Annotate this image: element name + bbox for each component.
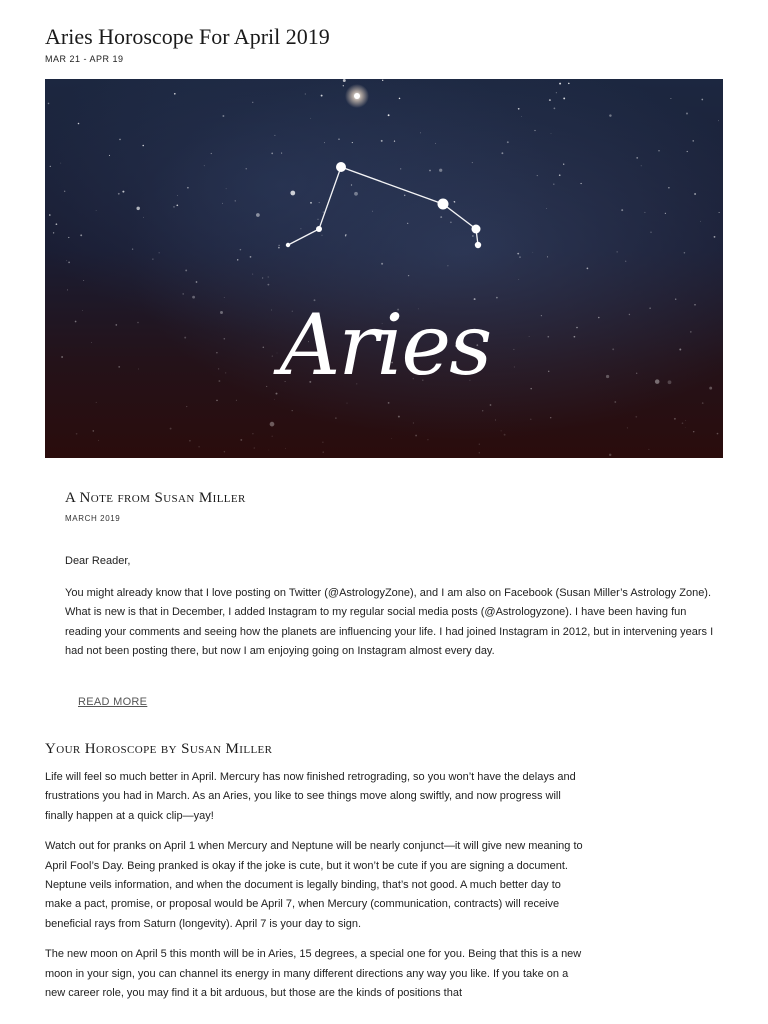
horoscope-title: Your Horoscope by Susan Miller <box>45 741 273 757</box>
note-date: MARCH 2019 <box>65 514 121 523</box>
note-body: You might already know that I love posting on Twitter (@AstrologyZone), and I am also on Facebook (Susan Miller’s Astrology Zone). What is new is that in December, I added Instagram to my regular social media posts (@Astrologyzone). I have been having fun reading your comments and seeing how the planets are influencing your life. I had joined Instagram in 2012, but in intervening years I had not been posting there, but now I am enjoying going on Instagram almost every day. <box>65 587 714 658</box>
note-title: A Note from Susan Miller <box>65 490 246 506</box>
note-greeting: Dear Reader, <box>65 555 131 567</box>
horoscope-body <box>45 768 590 1014</box>
aries-constellation-illustration <box>45 79 723 458</box>
hero-image <box>45 79 723 458</box>
horoscope-paragraph: Watch out for pranks on April 1 when Mercury and Neptune will be nearly conjunct—it will give new meaning to April Fool’s Day. Being pranked is okay if the joke is cute, but it won’t be cute if you are signing a document. Neptune veils information, and when the document is legally binding, that’s not good. A much better day to make a pact, promise, or proposal would be April 7, when Mercury (communication, contracts) will receive beneficial rays from Saturn (longevity). April 7 is your day to sign. <box>45 840 583 930</box>
page-title: Aries Horoscope For April 2019 <box>45 24 330 49</box>
sign-name-lettering: Aries <box>279 296 491 394</box>
horoscope-paragraph: The new moon on April 5 this month will be in Aries, 15 degrees, a special one for you. Being that this is a new moon in your sign, you can channel its energy in many different directions any way you like. If you take on a new career role, you may find it a bit arduous, but those are the kinds of positions that <box>45 948 582 1000</box>
read-more-link[interactable]: READ MORE <box>78 696 148 708</box>
date-range: MAR 21 - APR 19 <box>45 54 124 64</box>
horoscope-paragraph: Life will feel so much better in April. Mercury has now finished retrograding, so you won’t have the delays and frustrations you had in March. As an Aries, you like to see things move along swiftly, and now progress will finally happen at a quick clip—yay! <box>45 771 576 822</box>
